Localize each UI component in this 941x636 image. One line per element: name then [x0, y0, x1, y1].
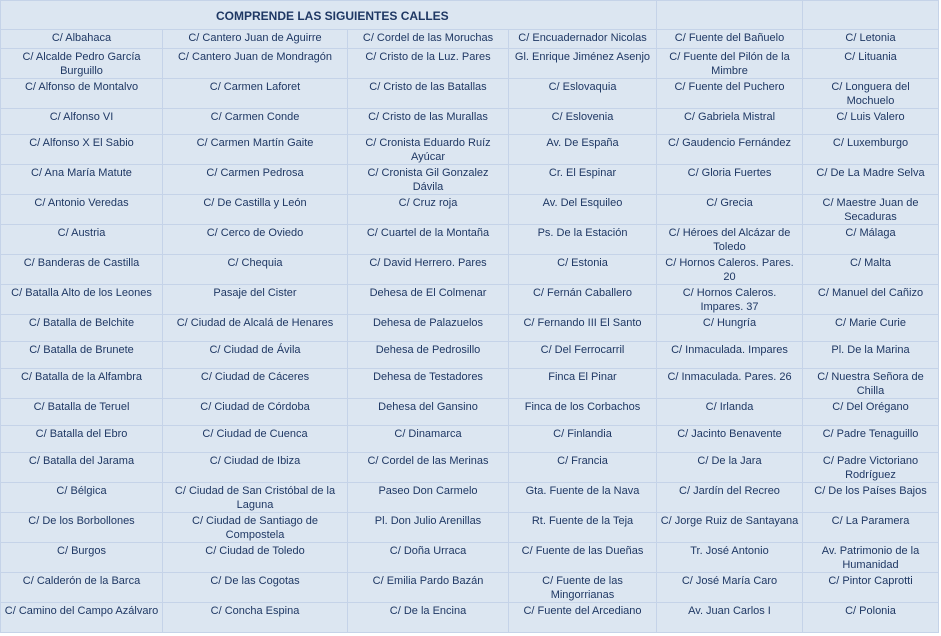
street-cell: Finca El Pinar	[509, 369, 657, 399]
header-blank-cell	[803, 1, 939, 30]
street-cell: C/ De Castilla y León	[163, 195, 348, 225]
street-cell: C/ Letonia	[803, 30, 939, 49]
street-cell: C/ Manuel del Cañizo	[803, 285, 939, 315]
street-cell: C/ Cordel de las Moruchas	[348, 30, 509, 49]
table-row	[1, 483, 939, 513]
street-cell: Av. Del Esquileo	[509, 195, 657, 225]
street-cell: C/ Ciudad de Toledo	[163, 543, 348, 573]
street-cell: C/ Eslovenia	[509, 109, 657, 135]
street-cell: C/ Fernán Caballero	[509, 285, 657, 315]
table-row	[1, 79, 939, 109]
street-cell: C/ Ciudad de Alcalá de Henares	[163, 315, 348, 342]
street-cell: C/ Marie Curie	[803, 315, 939, 342]
table-row	[1, 369, 939, 399]
street-cell: C/ Cuartel de la Montaña	[348, 225, 509, 255]
street-cell: Gta. Fuente de la Nava	[509, 483, 657, 513]
street-cell: C/ Luxemburgo	[803, 135, 939, 165]
street-cell: C/ Estonia	[509, 255, 657, 285]
table-row	[1, 255, 939, 285]
street-cell: C/ Eslovaquia	[509, 79, 657, 109]
street-cell: Ps. De la Estación	[509, 225, 657, 255]
street-cell: C/ Cronista Eduardo Ruíz Ayúcar	[348, 135, 509, 165]
street-cell: C/ Cerco de Oviedo	[163, 225, 348, 255]
street-cell: C/ Encuadernador Nicolas	[509, 30, 657, 49]
street-cell: Dehesa de Pedrosillo	[348, 342, 509, 369]
street-cell: C/ Banderas de Castilla	[1, 255, 163, 285]
street-cell: C/ Gloria Fuertes	[657, 165, 803, 195]
table-row	[1, 543, 939, 573]
street-cell: C/ Fuente del Arcediano	[509, 603, 657, 633]
street-cell: C/ Fuente del Pilón de la Mimbre	[657, 49, 803, 79]
street-cell: C/ Francia	[509, 453, 657, 483]
street-cell: C/ Pintor Caprotti	[803, 573, 939, 603]
street-cell: C/ De la Jara	[657, 453, 803, 483]
street-cell: C/ Ciudad de Córdoba	[163, 399, 348, 426]
street-cell: C/ Luis Valero	[803, 109, 939, 135]
table-row	[1, 603, 939, 633]
street-cell: C/ Cantero Juan de Mondragón	[163, 49, 348, 79]
street-cell: C/ Ciudad de Cáceres	[163, 369, 348, 399]
street-cell: C/ Fuente del Bañuelo	[657, 30, 803, 49]
table-row	[1, 426, 939, 453]
street-cell: C/ Ciudad de Ibiza	[163, 453, 348, 483]
street-cell: C/ Alfonso de Montalvo	[1, 79, 163, 109]
street-cell: C/ Cristo de las Batallas	[348, 79, 509, 109]
street-cell: C/ De los Borbollones	[1, 513, 163, 543]
street-cell: C/ Maestre Juan de Secaduras	[803, 195, 939, 225]
street-cell: C/ Cantero Juan de Aguirre	[163, 30, 348, 49]
street-cell: C/ Longuera del Mochuelo	[803, 79, 939, 109]
street-cell: C/ Polonia	[803, 603, 939, 633]
street-cell: C/ Concha Espina	[163, 603, 348, 633]
table-row	[1, 453, 939, 483]
street-cell: C/ Malta	[803, 255, 939, 285]
street-cell: C/ De la Encina	[348, 603, 509, 633]
table-row	[1, 342, 939, 369]
table-row	[1, 135, 939, 165]
street-cell: C/ Batalla de la Alfambra	[1, 369, 163, 399]
street-cell: C/ Cronista Gil Gonzalez Dávila	[348, 165, 509, 195]
street-cell: C/ Del Ferrocarril	[509, 342, 657, 369]
street-cell: C/ De La Madre Selva	[803, 165, 939, 195]
street-cell: C/ Hornos Caleros. Impares. 37	[657, 285, 803, 315]
street-cell: C/ La Paramera	[803, 513, 939, 543]
street-cell: C/ Austria	[1, 225, 163, 255]
street-cell: C/ De las Cogotas	[163, 573, 348, 603]
table-row	[1, 165, 939, 195]
street-cell: C/ Carmen Conde	[163, 109, 348, 135]
street-cell: Dehesa del Gansino	[348, 399, 509, 426]
street-cell: Paseo Don Carmelo	[348, 483, 509, 513]
table-row	[1, 285, 939, 315]
street-cell: C/ Dinamarca	[348, 426, 509, 453]
street-cell: C/ Alcalde Pedro García Burguillo	[1, 49, 163, 79]
street-cell: C/ Alfonso VI	[1, 109, 163, 135]
street-cell: C/ Héroes del Alcázar de Toledo	[657, 225, 803, 255]
street-cell: C/ Gaudencio Fernández	[657, 135, 803, 165]
street-cell: C/ Inmaculada. Impares	[657, 342, 803, 369]
street-cell: C/ Batalla del Jarama	[1, 453, 163, 483]
street-cell: C/ Finlandia	[509, 426, 657, 453]
table-title: COMPRENDE LAS SIGUIENTES CALLES	[1, 1, 657, 30]
street-cell: C/ Batalla de Belchite	[1, 315, 163, 342]
street-cell: C/ Antonio Veredas	[1, 195, 163, 225]
street-cell: C/ Del Orégano	[803, 399, 939, 426]
table-header-row	[1, 1, 939, 30]
street-cell: C/ Padre Victoriano Rodríguez	[803, 453, 939, 483]
table-row	[1, 573, 939, 603]
street-cell: Pl. De la Marina	[803, 342, 939, 369]
street-cell: C/ Batalla del Ebro	[1, 426, 163, 453]
street-cell: C/ Carmen Martín Gaite	[163, 135, 348, 165]
street-cell: C/ Jardín del Recreo	[657, 483, 803, 513]
street-cell: C/ Málaga	[803, 225, 939, 255]
street-cell: Cr. El Espinar	[509, 165, 657, 195]
table-row	[1, 195, 939, 225]
street-cell: C/ Fernando III El Santo	[509, 315, 657, 342]
street-cell: C/ Irlanda	[657, 399, 803, 426]
street-cell: C/ Batalla de Brunete	[1, 342, 163, 369]
street-cell: C/ Inmaculada. Pares. 26	[657, 369, 803, 399]
street-cell: C/ Cristo de las Murallas	[348, 109, 509, 135]
street-cell: C/ Ciudad de Santiago de Compostela	[163, 513, 348, 543]
street-cell: C/ Padre Tenaguillo	[803, 426, 939, 453]
street-cell: C/ David Herrero. Pares	[348, 255, 509, 285]
street-cell: C/ Calderón de la Barca	[1, 573, 163, 603]
street-cell: C/ Cruz roja	[348, 195, 509, 225]
street-cell: Gl. Enrique Jiménez Asenjo	[509, 49, 657, 79]
street-cell: Pl. Don Julio Arenillas	[348, 513, 509, 543]
street-cell: C/ Batalla Alto de los Leones	[1, 285, 163, 315]
street-cell: Finca de los Corbachos	[509, 399, 657, 426]
street-cell: Av. De España	[509, 135, 657, 165]
street-cell: Tr. José Antonio	[657, 543, 803, 573]
street-cell: Dehesa de El Colmenar	[348, 285, 509, 315]
street-cell: C/ Ciudad de Cuenca	[163, 426, 348, 453]
street-cell: C/ Alfonso X El Sabio	[1, 135, 163, 165]
street-cell: C/ Batalla de Teruel	[1, 399, 163, 426]
table-row	[1, 315, 939, 342]
street-cell: C/ Jacinto Benavente	[657, 426, 803, 453]
street-cell: C/ Ciudad de San Cristóbal de la Laguna	[163, 483, 348, 513]
table-row	[1, 49, 939, 79]
street-cell: C/ Lituania	[803, 49, 939, 79]
street-cell: Av. Patrimonio de la Humanidad	[803, 543, 939, 573]
street-cell: C/ Hornos Caleros. Pares. 20	[657, 255, 803, 285]
street-cell: Rt. Fuente de la Teja	[509, 513, 657, 543]
table-row	[1, 30, 939, 49]
street-cell: C/ Bélgica	[1, 483, 163, 513]
streets-table-body	[1, 1, 939, 633]
street-cell: C/ Ana María Matute	[1, 165, 163, 195]
street-cell: C/ De los Países Bajos	[803, 483, 939, 513]
street-cell: Dehesa de Testadores	[348, 369, 509, 399]
street-cell: Pasaje del Cister	[163, 285, 348, 315]
street-cell: C/ Carmen Pedrosa	[163, 165, 348, 195]
table-row	[1, 513, 939, 543]
street-cell: C/ Emilia Pardo Bazán	[348, 573, 509, 603]
street-cell: C/ Camino del Campo Azálvaro	[1, 603, 163, 633]
street-cell: Dehesa de Palazuelos	[348, 315, 509, 342]
street-cell: C/ Grecia	[657, 195, 803, 225]
street-cell: C/ Jorge Ruiz de Santayana	[657, 513, 803, 543]
street-cell: Av. Juan Carlos I	[657, 603, 803, 633]
street-cell: C/ Burgos	[1, 543, 163, 573]
street-cell: C/ Fuente de las Mingorrianas	[509, 573, 657, 603]
street-cell: C/ Doña Urraca	[348, 543, 509, 573]
street-cell: C/ Albahaca	[1, 30, 163, 49]
header-blank-cell	[657, 1, 803, 30]
street-cell: C/ Chequia	[163, 255, 348, 285]
street-cell: C/ Carmen Laforet	[163, 79, 348, 109]
street-cell: C/ José María Caro	[657, 573, 803, 603]
street-cell: C/ Fuente del Puchero	[657, 79, 803, 109]
street-cell: C/ Ciudad de Ávila	[163, 342, 348, 369]
table-row	[1, 109, 939, 135]
street-cell: C/ Gabriela Mistral	[657, 109, 803, 135]
street-cell: C/ Cristo de la Luz. Pares	[348, 49, 509, 79]
table-row	[1, 225, 939, 255]
street-cell: C/ Cordel de las Merinas	[348, 453, 509, 483]
table-row	[1, 399, 939, 426]
street-cell: C/ Fuente de las Dueñas	[509, 543, 657, 573]
street-cell: C/ Nuestra Señora de Chilla	[803, 369, 939, 399]
street-cell: C/ Hungría	[657, 315, 803, 342]
